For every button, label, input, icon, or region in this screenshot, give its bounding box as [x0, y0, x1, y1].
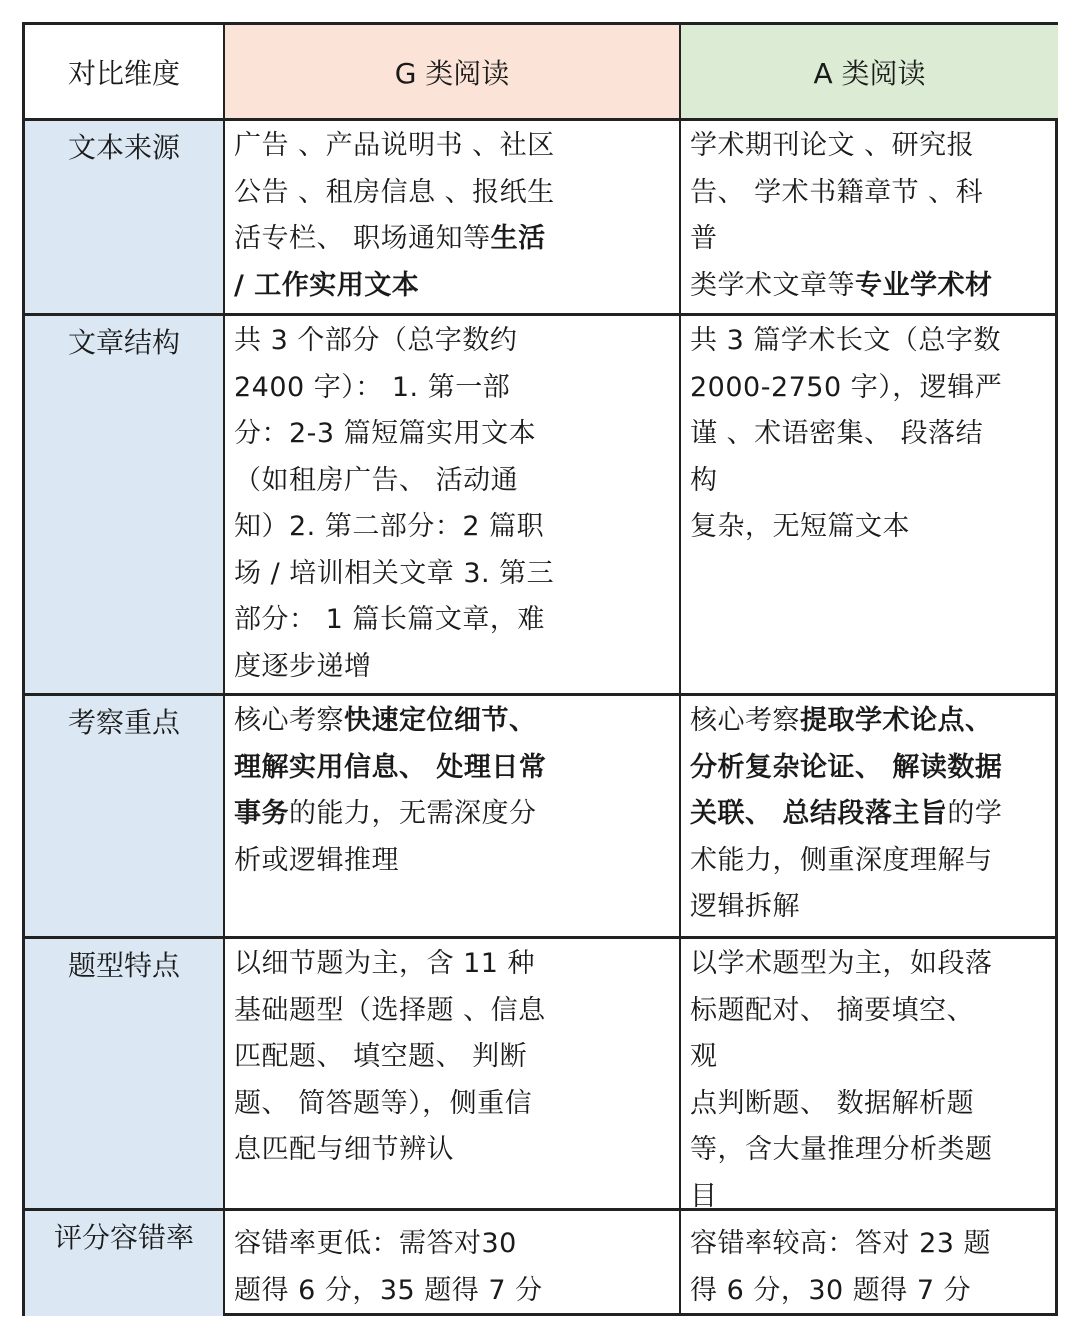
- text-line: [690, 1221, 1058, 1268]
- header-dimension: [25, 25, 225, 121]
- text-line: [690, 838, 1058, 885]
- text-line: [234, 216, 679, 263]
- text-line: [234, 170, 679, 217]
- text-line: [234, 123, 679, 170]
- text: 以学术题型为主，如段落: [690, 948, 993, 979]
- header-g-reading: [225, 25, 681, 121]
- dimension-label: 题型特点: [67, 949, 180, 982]
- text-line: [690, 1127, 1058, 1174]
- text: 构: [690, 464, 718, 496]
- a-reading-cell: [681, 939, 1058, 1211]
- text-line: [234, 1081, 679, 1128]
- text: 度逐步递增: [234, 650, 372, 682]
- text: 基础题型（选择题 、信息: [234, 994, 546, 1026]
- text: 普: [690, 223, 718, 254]
- text: 部分： 1 篇长篇文章，难: [234, 604, 545, 635]
- header-a-reading: [681, 25, 1058, 121]
- comparison-table: [22, 22, 1058, 1316]
- text: 分：2-3 篇短篇实用文本: [234, 418, 537, 449]
- text: 题、 简答题等），侧重信: [234, 1087, 533, 1119]
- text-line: [690, 170, 1058, 217]
- text: 析或逻辑推理: [234, 844, 399, 876]
- text-line: [690, 216, 1058, 263]
- dimension-label: 考察重点: [67, 706, 180, 739]
- text-line: [234, 644, 679, 691]
- bold-text: 关联、 总结段落主旨: [690, 798, 948, 829]
- text: 活专栏、 职场通知等: [234, 223, 491, 254]
- text-line: [234, 597, 679, 644]
- bold-text: / 工作实用文本: [234, 269, 420, 301]
- g-reading-cell: [225, 1211, 681, 1316]
- text-line: [234, 745, 679, 792]
- text-line: [234, 504, 679, 551]
- text: 的学: [947, 798, 1003, 829]
- text-line: [690, 698, 1058, 745]
- dimension-cell: [25, 939, 225, 1211]
- text: 观: [690, 1041, 718, 1072]
- text: 类学术文章等: [690, 269, 855, 301]
- text: 谨 、术语密集、 段落结: [690, 418, 984, 449]
- g-reading-cell: [225, 316, 681, 696]
- text: 公告 、租房信息 、报纸生: [234, 176, 555, 208]
- text: 共 3 篇学术长文（总字数: [690, 325, 1001, 356]
- text: 匹配题、 填空题、 判断: [234, 1041, 528, 1072]
- text: 场 / 培训相关文章 3. 第三: [234, 557, 555, 589]
- bold-text: 快速定位细节、: [344, 705, 537, 736]
- text-line: [690, 263, 1058, 310]
- g-reading-cell: [225, 121, 681, 316]
- text-line: [234, 1034, 679, 1081]
- text-line: [690, 1034, 1058, 1081]
- text: 等，含大量推理分析类题: [690, 1134, 993, 1165]
- bold-text: 分析复杂论证、 解读数据: [690, 751, 1003, 783]
- text-line: [234, 941, 679, 988]
- text-line: [234, 411, 679, 458]
- bold-text: 生活: [490, 223, 546, 254]
- text: 告、 学术书籍章节 、科: [690, 176, 984, 208]
- text: 目: [690, 1180, 718, 1211]
- text: 容错率较高：答对 23 题: [690, 1228, 992, 1259]
- text-line: [234, 698, 679, 745]
- text-line: [690, 1081, 1058, 1128]
- text-line: [234, 791, 679, 838]
- text-line: [690, 123, 1058, 170]
- text-line: [690, 411, 1058, 458]
- dimension-cell: [25, 696, 225, 939]
- text: 共 3 个部分（总字数约: [234, 325, 518, 356]
- text: 2400 字）： 1. 第一部: [234, 371, 511, 403]
- text-line: [234, 458, 679, 505]
- text-line: [234, 551, 679, 598]
- text-line: [690, 884, 1058, 931]
- text: 题得 6 分，35 题得 7 分: [234, 1274, 543, 1306]
- text-line: [690, 1268, 1058, 1315]
- a-reading-cell: [681, 1211, 1058, 1316]
- text-line: [234, 1127, 679, 1174]
- text: 得 6 分，30 题得 7 分: [690, 1274, 972, 1306]
- text: 核心考察: [234, 705, 344, 736]
- text-line: [690, 1174, 1058, 1212]
- text-line: [234, 365, 679, 412]
- header-a-label: A 类阅读: [813, 56, 926, 90]
- bold-text: 提取学术论点、: [800, 705, 993, 736]
- a-reading-cell: [681, 696, 1058, 939]
- text: 逻辑拆解: [690, 891, 800, 922]
- dimension-label: 评分容错率: [53, 1221, 194, 1254]
- dimension-label: 文本来源: [67, 131, 180, 164]
- text-line: [234, 1268, 679, 1315]
- text: 广告 、产品说明书 、社区: [234, 130, 555, 161]
- g-reading-cell: [225, 939, 681, 1211]
- text: 核心考察: [690, 705, 800, 736]
- text: 息匹配与细节辨认: [234, 1134, 454, 1165]
- text-line: [234, 988, 679, 1035]
- text: 复杂，无短篇文本: [690, 511, 910, 542]
- dimension-cell: [25, 1211, 225, 1316]
- text-line: [234, 263, 679, 310]
- text-line: [690, 318, 1058, 365]
- text: （如租房广告、 活动通: [234, 464, 519, 496]
- text-line: [690, 504, 1058, 551]
- bold-text: 理解实用信息、 处理日常: [234, 751, 547, 783]
- text: 知）2. 第二部分：2 篇职: [234, 511, 545, 542]
- dimension-cell: [25, 121, 225, 316]
- text-line: [690, 791, 1058, 838]
- text-line: [234, 838, 679, 885]
- header-g-label: G 类阅读: [394, 56, 510, 90]
- text: 2000-2750 字），逻辑严: [690, 371, 1003, 403]
- dimension-cell: [25, 316, 225, 696]
- text-line: [690, 365, 1058, 412]
- text-line: [690, 988, 1058, 1035]
- text: 容错率更低：需答对30: [234, 1228, 517, 1259]
- g-reading-cell: [225, 696, 681, 939]
- text: 术能力，侧重深度理解与: [690, 844, 993, 876]
- a-reading-cell: [681, 121, 1058, 316]
- text-line: [234, 318, 679, 365]
- text-line: [690, 941, 1058, 988]
- text: 学术期刊论文 、研究报: [690, 130, 975, 161]
- text: 以细节题为主，含 11 种: [234, 948, 536, 979]
- header-dimension-label: 对比维度: [67, 56, 180, 90]
- text-line: [234, 1221, 679, 1268]
- a-reading-cell: [681, 316, 1058, 696]
- text: 标题配对、 摘要填空、: [690, 994, 975, 1026]
- text-line: [690, 458, 1058, 505]
- text: 的能力，无需深度分: [289, 798, 537, 829]
- bold-text: 事务: [234, 798, 289, 829]
- text: 点判断题、 数据解析题: [690, 1087, 975, 1119]
- bold-text: 专业学术材: [855, 269, 993, 301]
- text-line: [690, 745, 1058, 792]
- dimension-label: 文章结构: [67, 326, 180, 359]
